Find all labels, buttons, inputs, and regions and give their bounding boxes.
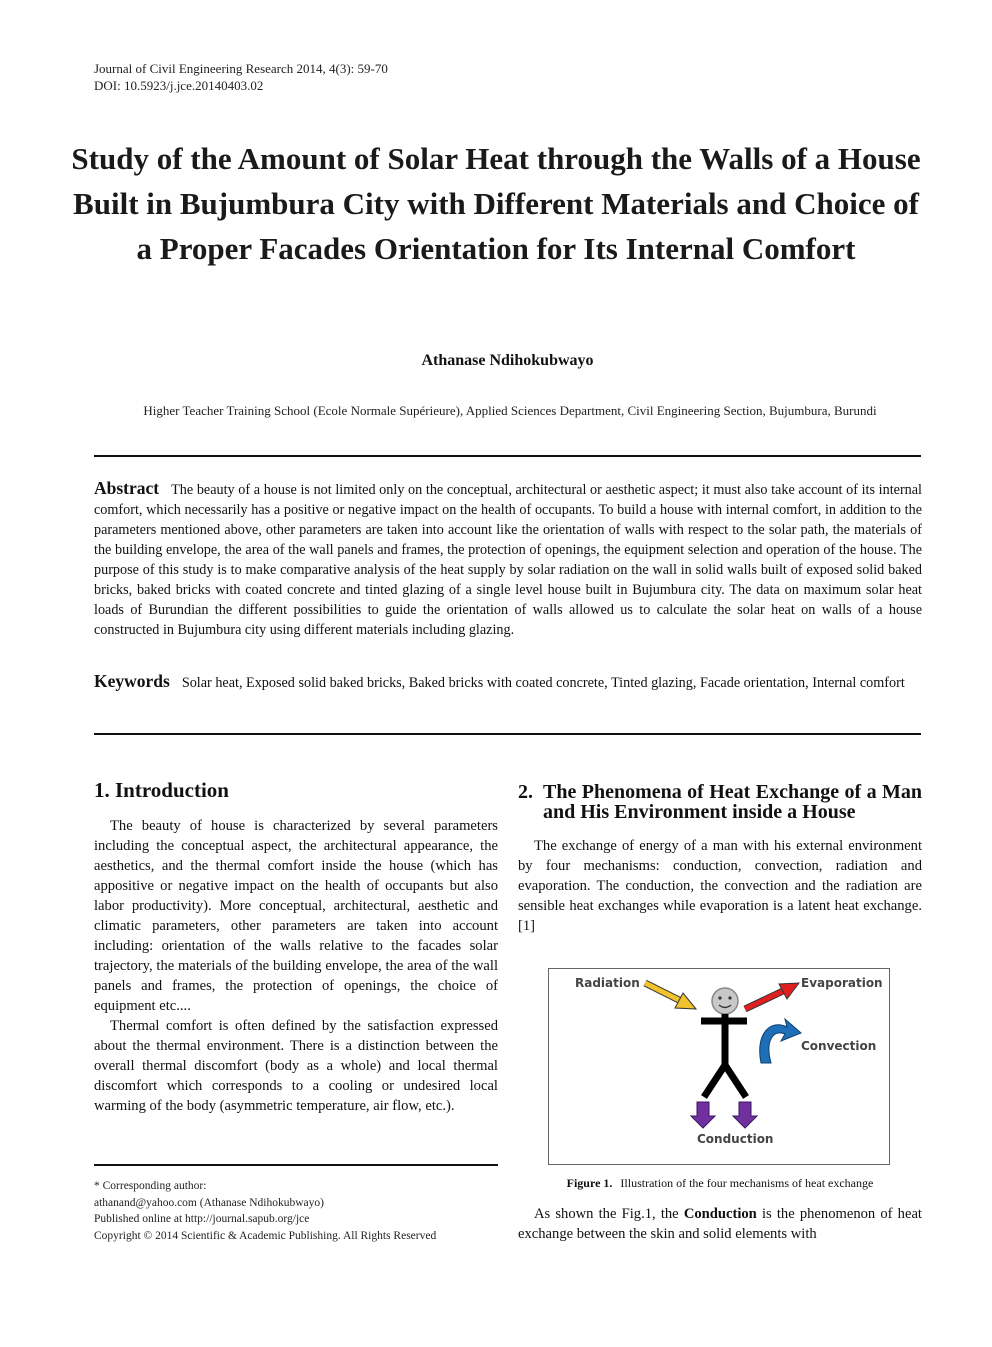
figure-1-label: Figure 1. bbox=[566, 1176, 613, 1190]
person-figure bbox=[701, 988, 747, 1097]
footnote-published: Published online at http://journal.sapub.org/jce bbox=[94, 1213, 310, 1226]
footnote-copyright: Copyright © 2014 Scientific & Academic Publishing. All Rights Reserved bbox=[94, 1229, 437, 1242]
convection-arrow-icon bbox=[760, 1019, 801, 1063]
doi: DOI: 10.5923/j.jce.20140403.02 bbox=[94, 78, 264, 93]
label-evaporation: Evaporation bbox=[801, 976, 883, 990]
figure-1-caption-text: Illustration of the four mechanisms of heat exchange bbox=[620, 1176, 874, 1190]
label-conduction: Conduction bbox=[697, 1132, 774, 1146]
bottom-divider bbox=[94, 733, 921, 735]
right-column bbox=[518, 782, 922, 936]
section2-continuation bbox=[518, 1204, 922, 1244]
paper-title: Study of the Amount of Solar Heat through the Walls of a House Built in Bujumbura City with Different Materials and Choice of a Proper Facades Orientation for Its Internal Comfort bbox=[71, 141, 921, 266]
footnote bbox=[94, 1178, 436, 1244]
abstract-text: The beauty of a house is not limited only on the conceptual, architectural or aesthetic aspect; it must also take account of its internal comfort, which necessarily has a positive or negative impact on the health of occupants. To build a house with internal comfort, in addition to the parameters mentioned above, other parameters are taken into account like the orientation of walls with respect to the solar path, the materials of the building envelope, the area of the wall panels and frames, the protection of openings, the equipment selection and operation of the house. The purpose of this study is to make comparative analysis of the heat supply by solar radiation on the wall in solid walls built of exposed solid baked bricks, baked bricks with coated concrete and tinted glazing of a single level house built in Bujumbura city. The data on maximum solar heat loads of Burundian the different possibilities to guide the orientation of walls allowed us to calculate the solar heat on walls of a house constructed in Bujumbura city using different materials including glazing. bbox=[94, 482, 922, 638]
face-icon bbox=[712, 988, 738, 1014]
section1-paragraph-1: The beauty of house is characterized by several parameters including the conceptual aspect, the architectural appearance, the aesthetics, and the thermal comfort inside the house (which has appositive or negative impact on the health of occupants but also labor productivity). More conceptual, architectural, aesthetic and climatic parameters, other parameters are taken into account including: orientation of the walls relative to the facades solar trajectory, the materials of the building envelope, the area of the wall panels and frames, the protection of openings, the choice of equipment etc.... bbox=[94, 818, 498, 1014]
abstract bbox=[94, 478, 922, 640]
evaporation-arrow-icon bbox=[745, 983, 799, 1009]
label-radiation: Radiation bbox=[575, 976, 640, 990]
conduction-arrows-icon bbox=[691, 1102, 757, 1128]
abstract-label: Abstract bbox=[94, 478, 160, 498]
section2-number: 2. bbox=[518, 781, 533, 803]
keywords-label: Keywords bbox=[94, 671, 170, 691]
heat-exchange-illustration bbox=[549, 969, 889, 1164]
running-header bbox=[94, 60, 388, 94]
left-column bbox=[94, 780, 498, 1116]
footnote-corresponding: * Corresponding author: bbox=[94, 1180, 207, 1192]
radiation-arrow-icon bbox=[645, 983, 696, 1009]
section1-heading: 1. Introduction bbox=[94, 778, 229, 802]
right-leg bbox=[725, 1065, 746, 1097]
figure-1 bbox=[548, 968, 890, 1165]
author-name: Athanase Ndihokubwayo bbox=[421, 352, 594, 369]
footnote-email: athanand@yahoo.com (Athanase Ndihokubwayo) bbox=[94, 1196, 324, 1209]
conduction-term: Conduction bbox=[683, 1206, 757, 1222]
section2-paragraph-1: The exchange of energy of a man with his external environment by four mechanisms: conduction, convection, radiation and evaporation. The conduction, the convection and the radiation are sensible heat exchanges while evaporation is a latent heat exchange. [1] bbox=[518, 838, 922, 934]
keywords bbox=[94, 671, 926, 693]
affiliation: Higher Teacher Training School (Ecole Normale Supérieure), Applied Sciences Department, Civil Engineering Section, Bujumbura, Burundi bbox=[143, 403, 877, 418]
journal-citation: Journal of Civil Engineering Research 2014, 4(3): 59-70 bbox=[94, 61, 388, 76]
left-leg bbox=[704, 1065, 725, 1097]
section2-title: The Phenomena of Heat Exchange of a Man and His Environment inside a House bbox=[543, 781, 922, 823]
section1-paragraph-2: Thermal comfort is often defined by the satisfaction expressed about the thermal environment. There is a distinction between the overall thermal discomfort (body as a whole) and local thermal discomfort which corresponds to a cooling or undesired local warming of the body (asymmetric temperature, air flow, etc.). bbox=[94, 1018, 498, 1114]
keywords-text: Solar heat, Exposed solid baked bricks, Baked bricks with coated concrete, Tinted glazing, Facade orientation, Internal comfort bbox=[181, 675, 905, 691]
top-divider bbox=[94, 455, 921, 457]
label-convection: Convection bbox=[801, 1039, 877, 1053]
footnote-divider bbox=[94, 1164, 498, 1166]
section2-paragraph-2: As shown the Fig.1, the Conduction is the phenomenon of heat exchange between the skin and solid elements with bbox=[518, 1206, 922, 1242]
section2-heading bbox=[518, 782, 922, 822]
figure-1-caption bbox=[518, 1176, 922, 1191]
